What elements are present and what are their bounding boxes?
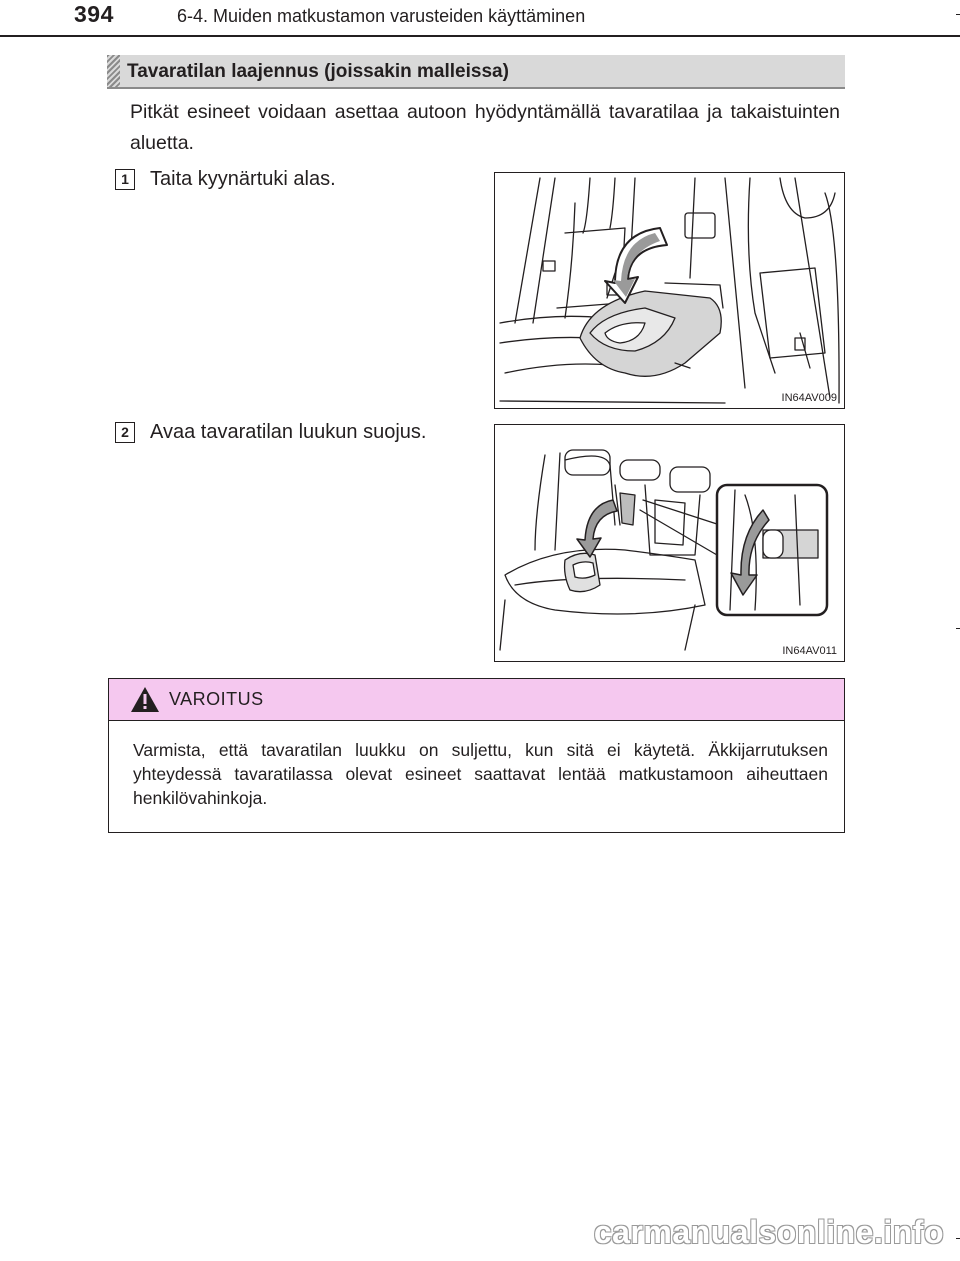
edge-tick bbox=[956, 628, 960, 629]
step-2-text: Avaa tavaratilan luukun suojus. bbox=[150, 421, 427, 443]
warning-header bbox=[109, 679, 844, 721]
section-marker bbox=[107, 55, 120, 89]
warning-title: VAROITUS bbox=[169, 689, 264, 709]
step-1-text: Taita kyynärtuki alas. bbox=[150, 168, 336, 190]
page-number: 394 bbox=[74, 1, 114, 27]
figure-trunk-cover bbox=[494, 424, 845, 662]
step-2-number: 2 bbox=[115, 422, 135, 443]
intro-paragraph: Pitkät esineet voidaan asettaa autoon hyödyntämällä tavaratilaa ja takaistuinten aluetta. bbox=[130, 101, 840, 154]
header-rule bbox=[0, 35, 960, 37]
armrest-illustration bbox=[495, 173, 843, 407]
section-header bbox=[107, 55, 845, 89]
warning-triangle-icon bbox=[130, 686, 160, 713]
figure-armrest bbox=[494, 172, 845, 409]
step-1-number: 1 bbox=[115, 169, 135, 190]
trunk-cover-illustration bbox=[495, 425, 843, 660]
section-title: Tavaratilan laajennus (joissakin malleissa) bbox=[127, 61, 509, 82]
figure-code-1: IN64AV009 bbox=[781, 392, 837, 404]
running-head: 6-4. Muiden matkustamon varusteiden käyttäminen bbox=[177, 6, 586, 26]
watermark: carmanualsonline.info bbox=[593, 1214, 944, 1250]
section-underline bbox=[107, 87, 845, 89]
warning-box bbox=[108, 678, 845, 833]
edge-tick bbox=[956, 14, 960, 15]
edge-tick bbox=[956, 1238, 960, 1239]
figure-code-2: IN64AV011 bbox=[782, 645, 837, 657]
warning-text: Varmista, että tavaratilan luukku on suljettu, kun sitä ei käytetä. Äkkijarrutuksen yhteydessä tavaratilassa olevat esineet saattavat lentää matkustamoon aiheuttaen henkilövahinkoja. bbox=[133, 740, 828, 808]
